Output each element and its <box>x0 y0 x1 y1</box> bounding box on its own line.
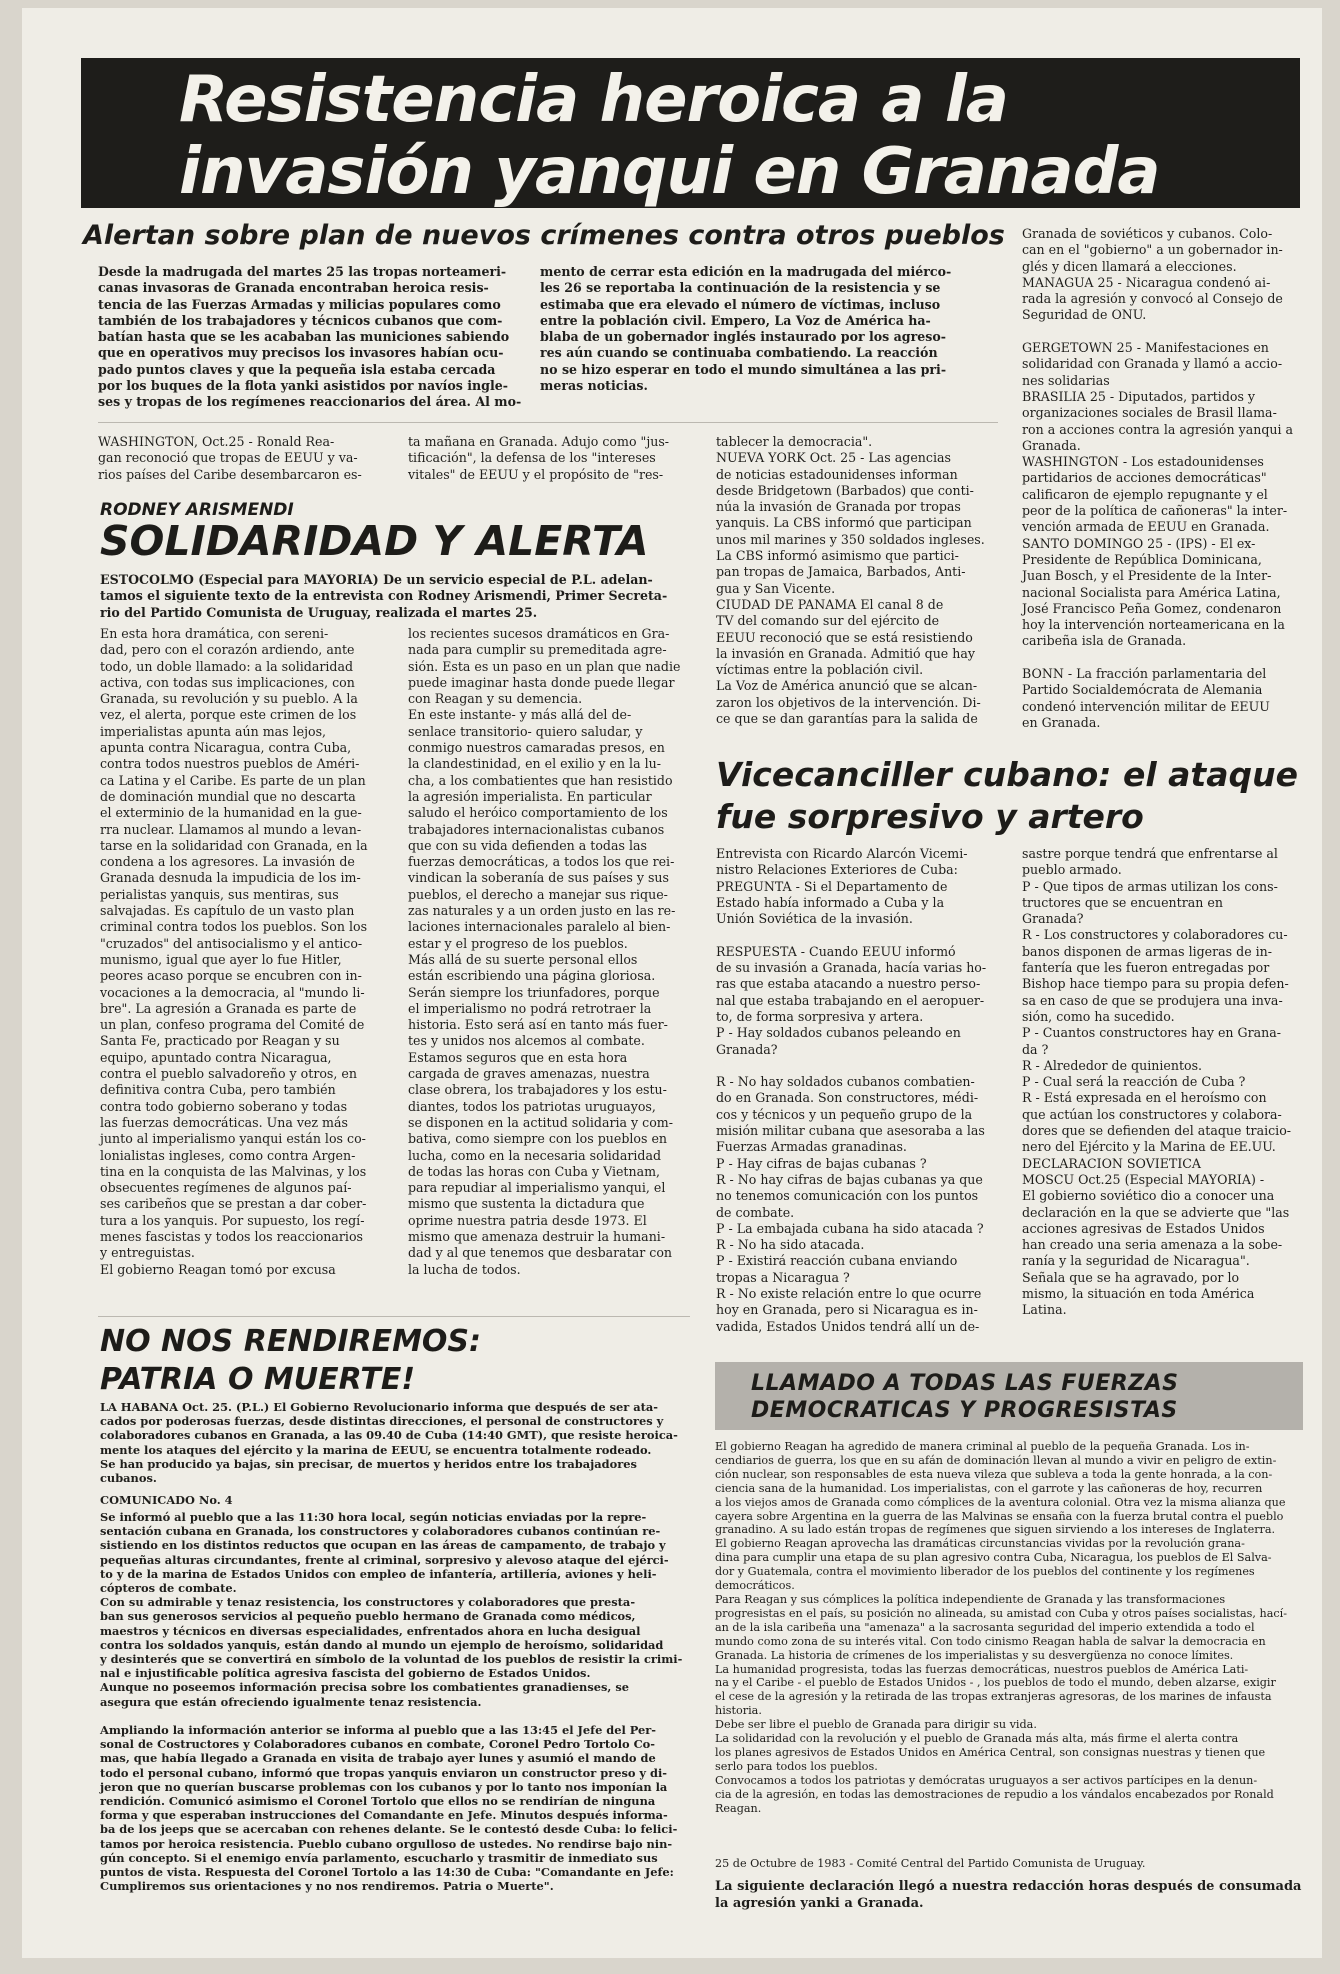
vicecanciller-column-1: Entrevista con Ricardo Alarcón Vicemi- nistro Relaciones Exteriores de Cuba: PREGUNTA - Si el Departamento de Estado había informado a Cuba y la Unión Soviética de la invasión. RESPUESTA - Cuando EEUU informó de su invasión a Granada, hacía varias ho- ras que estaba atacando a nuestro perso- nal que estaba trabajando en el aeropuer- to, de forma sorpresiva y artera. P - Hay soldados cubanos peleando en Granada? R - No hay soldados cubanos combatien- do en Granada. Son constructores, médi- cos y técnicos y un pequeño grupo de la misión militar cubana que asesoraba a las Fuerzas Armadas granadinas. P - Hay cifras de bajas cubanas ? R - No hay cifras de bajas cubanas ya que no tenemos comunicación con los puntos de combate. P - La embajada cubana ha sido atacada ? R - No ha sido atacada. P - Existirá reacción cubana enviando tropas a Nicaragua ? R - No existe relación entre lo que ocurre hoy en Granada, pero si Nicaragua es in- vadida, Estados Unidos tendrá allí un de- <box>716 846 987 1334</box>
comunicado-label: COMUNICADO No. 4 <box>100 1493 233 1507</box>
llamado-signature: 25 de Octubre de 1983 - Comité Central del Partido Comunista de Uruguay. <box>715 1857 1146 1870</box>
vicecanciller-column-2: sastre porque tendrá que enfrentarse al pueblo armado. P - Que tipos de armas utilizan los cons- tructores que se encuentran en Granada? R - Los constructores y colaboradores cu- banos disponen de armas ligeras de in- fantería que les fueron entregadas por Bishop hace tiempo para su propia defen- sa en caso de que se produjera una inva- sión, como ha sucedido. P - Cuantos constructores hay en Grana- da ? R - Alrededor de quinientos. P - Cual será la reacción de Cuba ? R - Está expresada en el heroísmo con que actúan los constructores y colabora- dores que se defienden del ataque traicio- nero del Ejército y la Marina de EE.UU. DECLARACION SOVIETICA MOSCU Oct.25 (Especial MAYORIA) - El gobierno soviético dio a conocer una declaración en la que se advierte que "las acciones agresivas de Estados Unidos han creado una seria amenaza a la sobe- ranía y la seguridad de Nicaragua". Señala que se ha agravado, por lo mismo, la situación en toda América Latina. <box>1022 846 1292 1318</box>
dispatch-column-3: tablecer la democracia". NUEVA YORK Oct. 25 - Las agencias de noticias estadounidenses informan desde Bridgetown (Barbados) que conti- núa la invasión de Granada por tropas yanquis. La CBS informó que participan unos mil marines y 350 soldados ingleses. La CBS informó asimismo que partici- pan tropas de Jamaica, Barbados, Anti- gua y San Vicente. CIUDAD DE PANAMA El canal 8 de TV del comando sur del ejército de EEUU reconoció que se está resistiendo la invasión en Granada. Admitió que hay víctimas entre la población civil. La Voz de América anunció que se alcan- zaron los objetivos de la intervención. Di- ce que se dan garantías para la salida de <box>716 434 985 727</box>
llamado-header-box <box>715 1362 1303 1430</box>
rendiremos-intro: LA HABANA Oct. 25. (P.L.) El Gobierno Revolucionario informa que después de ser ata- cados por poderosas fuerzas, desde distintas direcciones, el personal de constructores y colaboradores cubanos en Granada, a las 09.40 de Cuba (14:40 GMT), que resiste heroica- mente los ataques del ejército y la marina de EEUU, se encuentra totalmente rodeado. Se han producido ya bajas, sin precisar, de muertos y heridos entre los trabajadores cubanos. <box>100 1400 678 1486</box>
arismendi-kicker: RODNEY ARISMENDI <box>100 500 294 520</box>
right-dispatch-column: Granada de soviéticos y cubanos. Colo- can en el "gobierno" a un gobernador in- glés y dicen llamará a elecciones. MANAGUA 25 - Nicaragua condenó ai- rada la agresión y convocó al Consejo de Seguridad de ONU. GERGETOWN 25 - Manifestaciones en solidaridad con Granada y llamó a accio- nes solidarias BRASILIA 25 - Diputados, partidos y organizaciones sociales de Brasil llama- ron a acciones contra la agresión yanqui a Granada. WASHINGTON - Los estadounidenses partidarios de acciones democráticas" calificaron de ejemplo repugnante y el peor de la política de cañoneras" la inter- vención armada de EEUU en Granada. SANTO DOMINGO 25 - (IPS) - El ex- Presidente de República Dominicana, Juan Bosch, y el Presidente de la Inter- nacional Socialista para América Latina, José Francisco Peña Gomez, condenaron hoy la intervención norteamericana en la caribeña isla de Granada. BONN - La fracción parlamentaria del Partido Socialdemócrata de Alemania condenó intervención militar de EEUU en Granada. <box>1022 226 1294 730</box>
rendiremos-title-1: NO NOS RENDIREMOS: <box>100 1324 482 1359</box>
dispatch-column-2: ta mañana en Granada. Adujo como "jus- tificación", la defensa de los "intereses vitales" de EEUU y el propósito de "res- <box>408 434 670 482</box>
arismendi-column-2: los recientes sucesos dramáticos en Gra- nada para cumplir su premeditada agre- sión. Esta es un paso en un plan que nadie puede imaginar hasta donde puede llegar con Reagan y su demencia. En este instante- y más allá del de- senlace transitorio- quiero saludar, y conmigo nuestros camaradas presos, en la clandestinidad, en el exilio y en la lu- cha, a los combatientes que han resistido la agresión imperialista. En particular saludo el heróico comportamiento de los trabajadores internacionalistas cubanos que con su vida defienden a todas las fuerzas democráticas, a todos los que rei- vindican la soberanía de sus países y sus pueblos, el derecho a manejar sus rique- zas naturales y a un orden justo en las re- laciones internacionales paralelo al bien- estar y el progreso de los pueblos. Más allá de su suerte personal ellos están escribiendo una página gloriosa. Serán siempre los triunfadores, porque el imperialismo no podrá retrotraer la historia. Esto será así en tanto más fuer- tes y unidos nos alcemos al combate. Estamos seguros que en esta hora cargada de graves amenazas, nuestra clase obrera, los trabajadores y los estu- diantes, todos los patriotas uruguayos, se disponen en la actitud solidaria y com- bativa, como siempre con los pueblos en lucha, como en la necesaria solidaridad de todas las horas con Cuba y Vietnam, para repudiar al imperialismo yanqui, el mismo que sustenta la dictadura que oprime nuestra patria desde 1973. El mismo que amenaza destruir la humani- dad y al que tenemos que desbaratar con la lucha de todos. <box>408 626 681 1277</box>
arismendi-intro: ESTOCOLMO (Especial para MAYORIA) De un servicio especial de P.L. adelan- tamos el siguiente texto de la entrevista con Rodney Arismendi, Primer Secreta- rio del Partido Comunista de Uruguay, realizada el martes 25. <box>100 572 668 620</box>
rendiremos-body: Se informó al pueblo que a las 11:30 hora local, según noticias enviadas por la repre- sentación cubana en Granada, los constructores y colaboradores cubanos continúan re- sistiendo en los distintos reductos que ocupan en las áreas de campamento, de trabajo y pequeñas alturas circundantes, frente al criminal, sorpresivo y alevoso ataque del ejérci- to y de la marina de Estados Unidos con empleo de infantería, artillería, aviones y heli- cópteros de combate. Con su admirable y tenaz resistencia, los constructores y colaboradores que presta- ban sus generosos servicios al pequeño pueblo hermano de Granada como médicos, maestros y técnicos en diversas especialidades, enfrentados ahora en lucha desigual contra los soldados yanquis, están dando al mundo un ejemplo de heroísmo, solidaridad y desinterés que se convertirá en símbolo de la voluntad de los pueblos de resistir la crimi- nal e injustificable política agresiva fascista del gobierno de Estados Unidos. Aunque no poseemos información precisa sobre los combatientes granadienses, se asegura que están ofreciendo igualmente tenaz resistencia. Ampliando la información anterior se informa al pueblo que a las 13:45 el Jefe del Per- sonal de Costructores y Colaboradores cubanos en combate, Coronel Pedro Tortolo Co- mas, que había llegado a Granada en visita de trabajo ayer lunes y asumió el mando de todo el personal cubano, informó que tropas yanquis enviaron un constructor preso y di- jeron que no querían buscarse problemas con los cubanos y por lo tanto nos imponían la rendición. Comunicó asimismo el Coronel Tortolo que ellos no se rendirían de ninguna forma y que esperaban instrucciones del Comandante en Jefe. Minutos después informa- ba de los jeeps que se acercaban con rehenes delante. Se le contestó desde Cuba: lo felici- tamos por heroica resistencia. Pueblo cubano orgulloso de ustedes. No rendirse bajo nin- gún concepto. Si el enemigo envía parlamento, escucharlo y trasmitir de inmediato sus puntos de vista. Respuesta del Coronel Tortolo a las 14:30 de Cuba: "Comandante en Jefe: Cumpliremos sus orientaciones y no nos rendiremos. Patria o Muerte". <box>100 1510 683 1894</box>
headline-line-1: Resistencia heroica a la <box>179 63 1008 137</box>
vicecanciller-title-1: Vicecanciller cubano: el ataque <box>716 755 1298 794</box>
dispatch-column-1: WASHINGTON, Oct.25 - Ronald Rea- gan reconoció que tropas de EEUU y va- rios países del Caribe desembarcaron es- <box>98 434 362 482</box>
column-rule <box>98 1316 690 1317</box>
llamado-title-2: DEMOCRATICAS Y PROGRESISTAS <box>751 1398 1178 1423</box>
subheadline: Alertan sobre plan de nuevos crímenes contra otros pueblos <box>83 220 1005 251</box>
arismendi-column-1: En esta hora dramática, con sereni- dad, pero con el corazón ardiendo, ante todo, un doble llamado: a la solidaridad activa, con todas sus implicaciones, con Granada, su revolución y su pueblo. A la vez, el alerta, porque este crimen de los imperialistas apunta aún mas lejos, apunta contra Nicaragua, contra Cuba, contra todos nuestros pueblos de Améri- ca Latina y el Caribe. Es parte de un plan de dominación mundial que no descarta el exterminio de la humanidad en la gue- rra nuclear. Llamamos al mundo a levan- tarse en la solidaridad con Granada, en la condena a los agresores. La invasión de Granada desnuda la impudicia de los im- perialistas yanquis, sus mentiras, sus salvajadas. Es capítulo de un vasto plan criminal contra todos los pueblos. Son los "cruzados" del antisocialismo y el antico- munismo, igual que ayer lo fue Hitler, peores acaso porque se encubren con in- vocaciones a la democracia, al "mundo li- bre". La agresión a Granada es parte de un plan, confeso programa del Comité de Santa Fe, practicado por Reagan y su equipo, apuntado contra Nicaragua, contra el pueblo salvadoreño y otros, en definitiva contra Cuba, pero también contra todo gobierno soberano y todas las fuerzas democráticas. Una vez más junto al imperialismo yanqui están los co- lonialistas ingleses, como contra Argen- tina en la conquista de las Malvinas, y los obsecuentes regímenes de algunos paí- ses caribeños que se prestan a dar cober- tura a los yanquis. Por supuesto, los regí- menes fascistas y todos los reaccionarios y entreguistas. El gobierno Reagan tomó por excusa <box>100 626 368 1277</box>
vicecanciller-title-2: fue sorpresivo y artero <box>716 797 1144 836</box>
arismendi-title: SOLIDARIDAD Y ALERTA <box>100 517 649 565</box>
lead-column-1: Desde la madrugada del martes 25 las tropas norteameri- canas invasoras de Granada encontraban heroica resis- tencia de las Fuerzas Armadas y milicias populares como también de los trabajadores y técnicos cubanos que com- batían hasta que se les acababan las municiones sabiendo que en operativos muy precisos los invasores habían ocu- pado puntos claves y que la pequeña isla estaba cercada por los buques de la flota yanki asistidos por navíos ingle- ses y tropas de los regímenes reaccionarios del área. Al mo- <box>98 264 522 410</box>
lead-column-2: mento de cerrar esta edición en la madrugada del miérco- les 26 se reportaba la continuación de la resistencia y se estimaba que era elevado el número de víctimas, incluso entre la población civil. Empero, La Voz de América ha- blaba de un gobernador inglés instaurado por los agreso- res aún cuando se continuaba combatiendo. La reacción no se hizo esperar en todo el mundo simultánea a las pri- meras noticias. <box>540 264 952 394</box>
headline-banner <box>81 58 1300 208</box>
headline-line-2: invasión yanqui en Granada <box>179 135 1160 209</box>
llamado-body: El gobierno Reagan ha agredido de manera criminal al pueblo de la pequeña Granada. Los in- cendiarios de guerra, los que en su afán de dominación llevan al mundo a vivir en peligro de extin- ción nuclear, son responsables de esta nueva vileza que subleva a toda la gente honrada, a la con- ciencia sana de la humanidad. Los imperialistas, con el garrote y las cañoneras de hoy, recurren a los viejos amos de Granada como cómplices de la aventura colonial. Otra vez la misma alianza que cayera sobre Argentina en la guerra de las Malvinas se ensaña con la fuerza brutal contra el pueblo granadino. A su lado están tropas de regímenes que siguen sirviendo a los intereses de Inglaterra. El gobierno Reagan aprovecha las dramáticas circunstancias vividas por la revolución grana- dina para cumplir una etapa de su plan agresivo contra Cuba, Nicaragua, los pueblos de El Salva- dor y Guatemala, contra el movimiento liberador de los pueblos del continente y los regímenes democráticos. Para Reagan y sus cómplices la política independiente de Granada y las transformaciones progresistas en el país, su posición no alineada, su amistad con Cuba y otros países socialistas, hací- an de la isla caribeña una "amenaza" a la sacrosanta seguridad del imperio extendida a todo el mundo como zona de su interés vital. Con todo cinismo Reagan habla de salvar la democracia en Granada. La historia de crímenes de los imperialistas y su desvergüenza no conoce límites. La humanidad progresista, todas las fuerzas democráticas, nuestros pueblos de América Lati- na y el Caribe - el pueblo de Estados Unidos - , los pueblos de todo el mundo, deben alzarse, exigir el cese de la agresión y la retirada de las tropas extranjeras agresoras, de los marines de infausta historia. Debe ser libre el pueblo de Granada para dirigir su vida. La solidaridad con la revolución y el pueblo de Granada más alta, más firme el alerta contra los planes agresivos de Estados Unidos en América Central, son consignas nuestras y tienen que serlo para todos los pueblos. Convocamos a todos los patriotas y demócratas uruguayos a ser activos partícipes en la denun- cia de la agresión, en todas las demostraciones de repudio a los vándalos encabezados por Ronald Reagan. <box>715 1440 1287 1815</box>
llamado-title-1: LLAMADO A TODAS LAS FUERZAS <box>751 1371 1179 1396</box>
rendiremos-title-2: PATRIA O MUERTE! <box>100 1362 416 1397</box>
llamado-closing: La siguiente declaración llegó a nuestra redacción horas después de consumada la agresión yanki a Granada. <box>715 1879 1302 1911</box>
column-rule <box>98 422 998 423</box>
